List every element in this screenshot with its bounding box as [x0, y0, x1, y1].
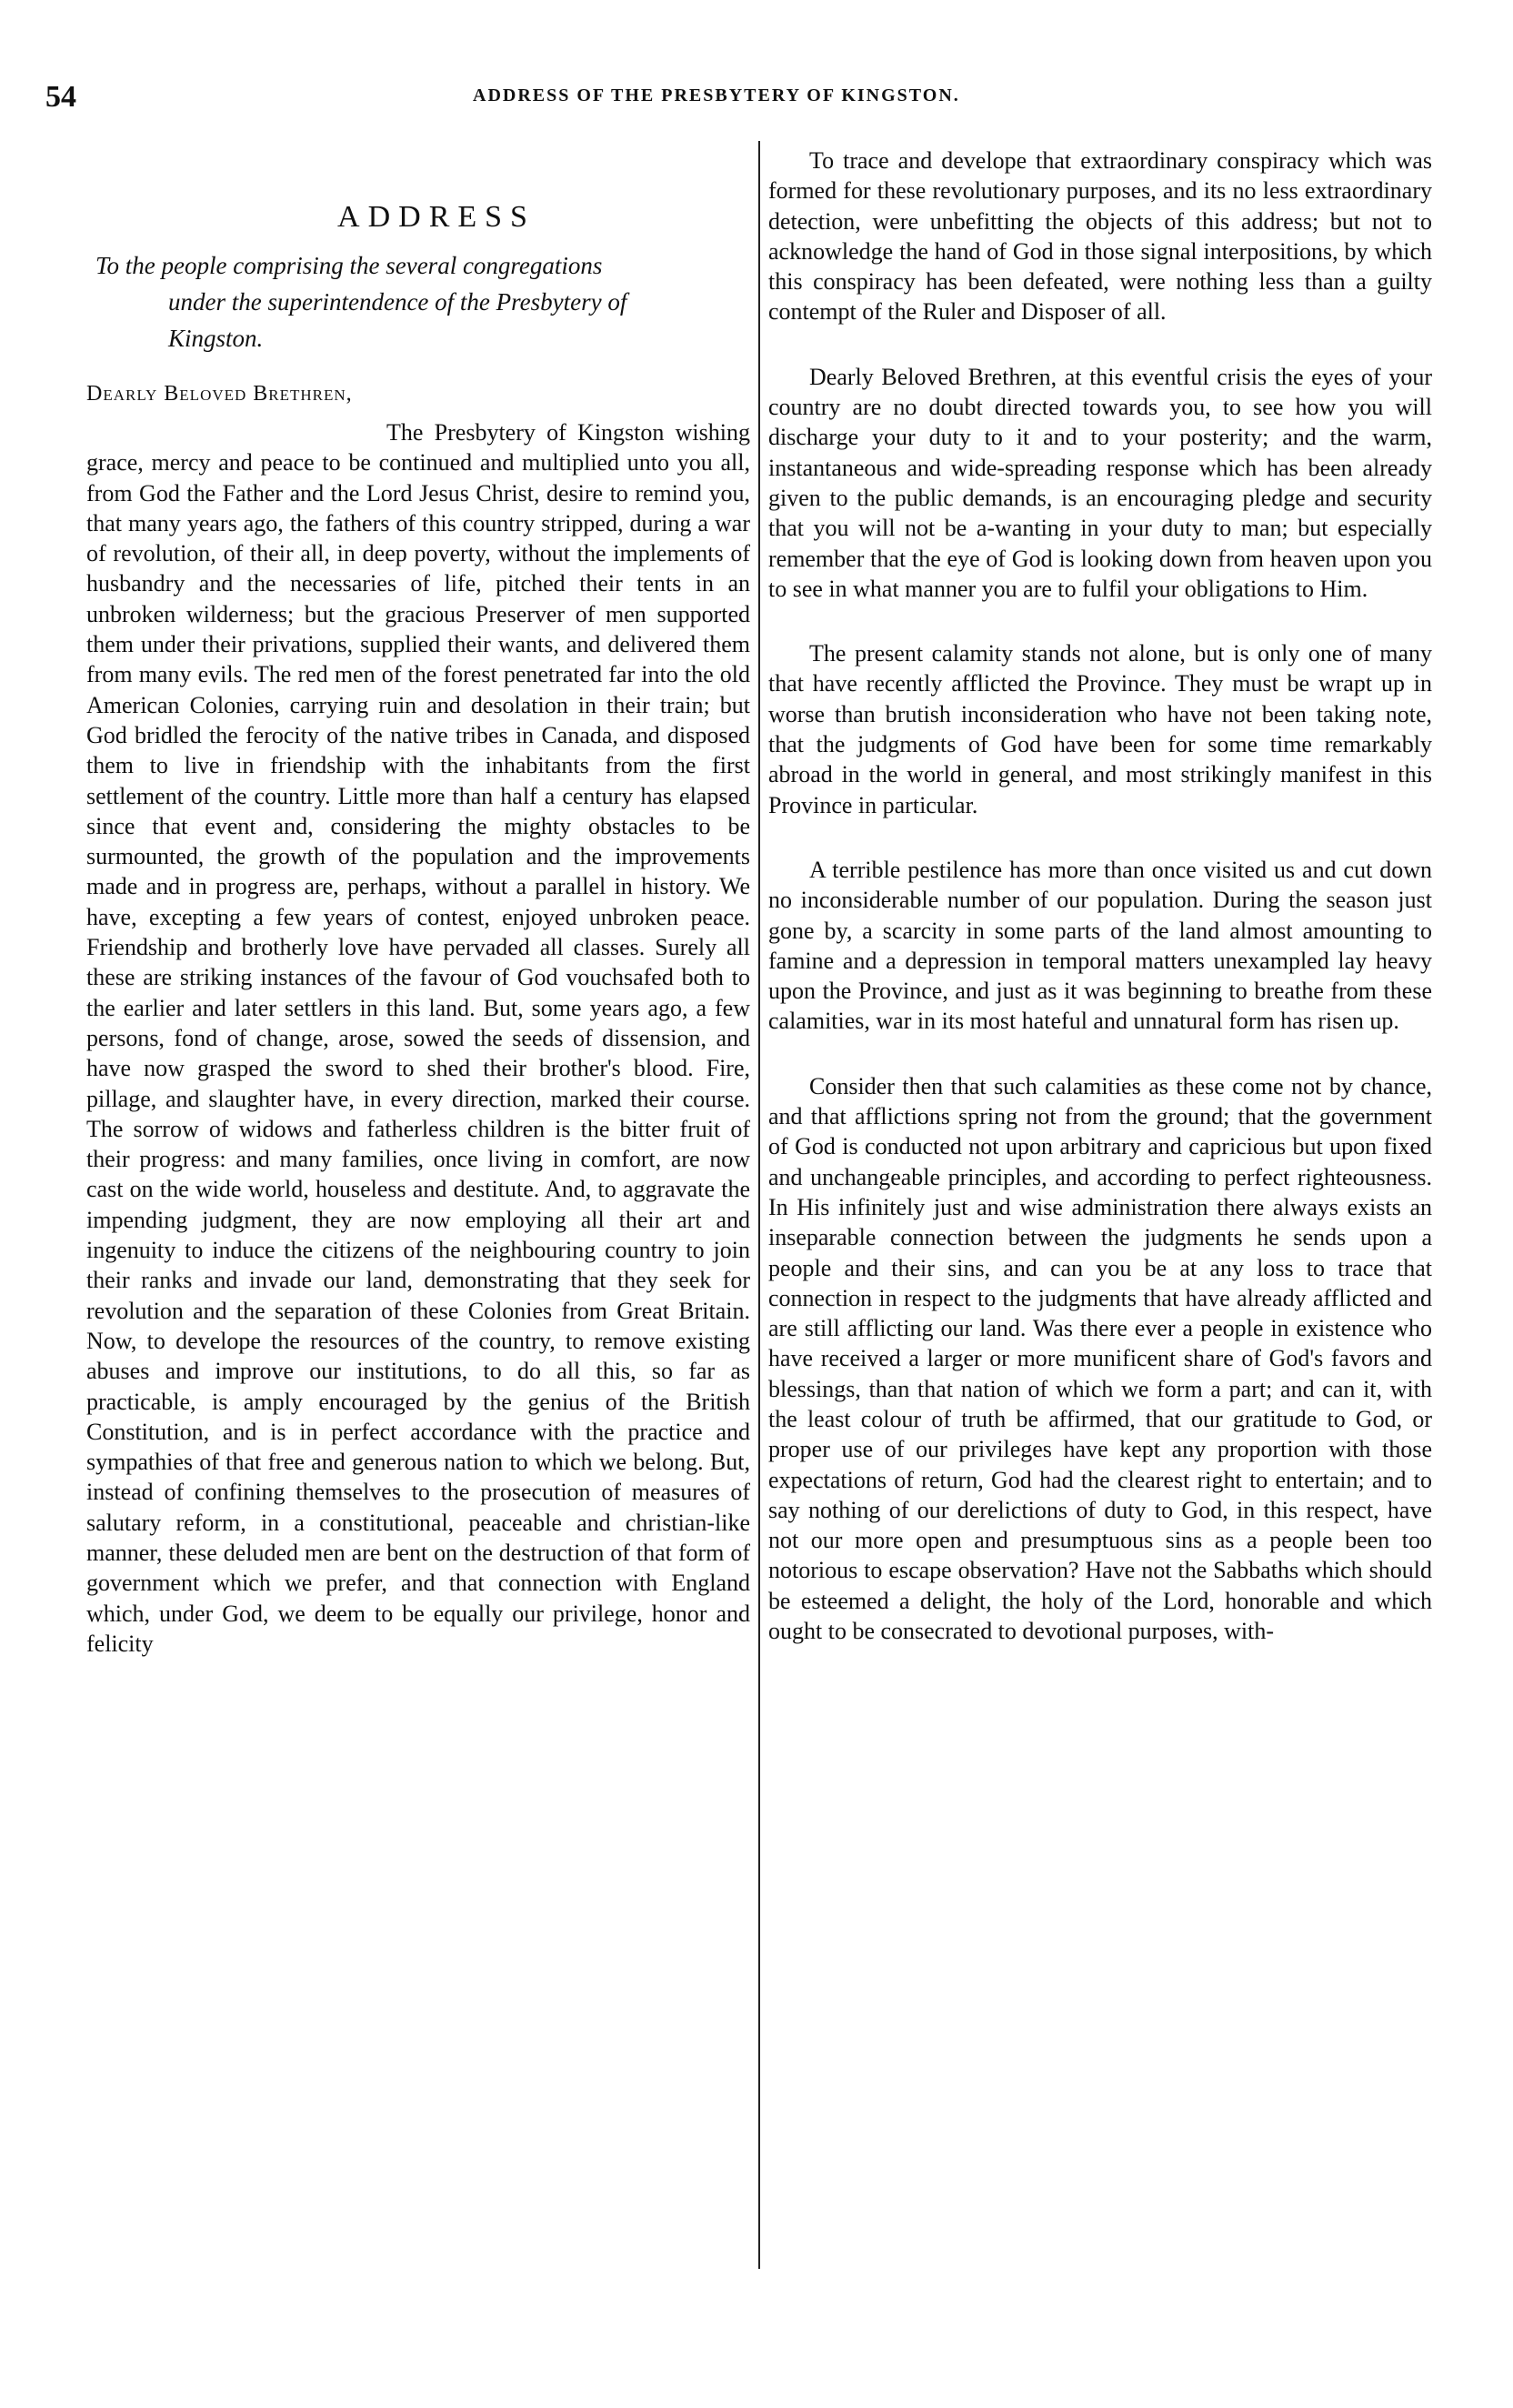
subtitle-line-2: under the superintendence of the Presbytery of: [168, 288, 627, 316]
running-head-title: ADDRESS OF THE PRESBYTERY OF KINGSTON.: [473, 85, 960, 105]
page-number: 54: [45, 80, 76, 114]
salutation: Dearly Beloved Brethren,: [86, 382, 353, 406]
subtitle-line-3: Kingston.: [168, 325, 264, 352]
body-paragraph-5: Consider then that such calamities as these come not by chance, and that afflictions spring not from the ground; that the government of God is conducted not upon arbitrary and capricious but upon fixed and unchangeable principles, and according to perfect righteousness. In His infinitely just and wise administration there always exists an inseparable connection between the judgments he sends upon a people and their sins, and can you be at any loss to trace that connection in respect to the judgments that have already afflicted and are still afflicting our land. Was there ever a people in existence who have received a larger or more munificent share of God's favors and blessings, than that nation of which we form a part; and can it, with the least colour of truth be affirmed, that our gratitude to God, or proper use of our privileges have kept any proportion with those expectations of return, God had the clearest right to entertain; and to say nothing of our derelictions of duty to God, in this respect, have not our more open and presumptuous sins as a people been too notorious to escape observation? Have not the Sabbaths which should be esteemed a delight, the holy of the Lord, honorable and which ought to be consecrated to devotional purposes, with-: [768, 1072, 1432, 1645]
right-column: [768, 145, 1432, 1646]
body-paragraph-3: The present calamity stands not alone, but is only one of many that have recently afflicted the Province. They must be wrapt up in worse than brutish inconsideration who have not been taking note, that the judgments of God have been for some time remarkably abroad in the world in general, and most strikingly manifest in this Province in particular.: [768, 640, 1432, 818]
running-head: [45, 80, 1464, 116]
body-paragraph-1: To trace and develope that extraordinary conspiracy which was formed for these revolutionary purposes, and its no less extraordinary detection, were unbefitting the objects of this address; but not to acknowledge the hand of God in those signal interpositions, by which this conspiracy has been defeated, were nothing less than a guilty contempt of the Ruler and Disposer of all.: [768, 147, 1432, 326]
address-heading: ADDRESS: [337, 200, 536, 234]
body-paragraph: The Presbytery of Kingston wishing grace, mercy and peace to be continued and multiplied unto you all, from God the Father and the Lord Jesus Christ, desire to remind you, that many years ago, the fathers of this country stripped, during a war of revolution, of their all, in deep poverty, without the implements of husbandry and the necessaries of life, pitched their tents in an unbroken wilderness; but the gracious Preserver of men supported them under their privations, supplied their wants, and delivered them from many evils. The red men of the forest penetrated far into the old American Colonies, carrying ruin and desolation in their train; but God bridled the ferocity of the native tribes in Canada, and disposed them to live in friendship with the inhabitants from the first settlement of the country. Little more than half a century has elapsed since that event and, considering the mighty obstacles to be surmounted, the growth of the population and the improvements made and in progress are, perhaps, without a parallel in history. We have, excepting a few years of contest, enjoyed unbroken peace. Friendship and brotherly love have pervaded all classes. Surely all these are striking instances of the favour of God vouchsafed both to the earlier and later settlers in this land. But, some years ago, a few persons, fond of change, arose, sowed the seeds of dissension, and have now grasped the sword to shed their brother's blood. Fire, pillage, and slaughter have, in every direction, marked their course. The sorrow of widows and fatherless children is the bitter fruit of their progress: and many families, once living in comfort, are now cast on the wide world, houseless and destitute. And, to aggravate the impending judgment, they are now employing all their art and ingenuity to induce the citizens of the neighbouring country to join their ranks and invade our land, demonstrating that they seek for revolution and the separation of these Colonies from Great Britain. Now, to develope the resources of the country, to remove existing abuses and improve our institutions, to do all this, so far as practicable, is amply encouraged by the genius of the British Constitution, and is in perfect accordance with the practice and sympathies of that free and generous nation to which we belong. But, instead of confining themselves to the prosecution of measures of salutary reform, in a constitutional, peaceable and christian-like manner, these deluded men are bent on the destruction of that form of government which we prefer, and that connection with England which, under God, we deem to be equally our privilege, honor and felicity: [86, 419, 750, 1657]
body-paragraph-4: A terrible pestilence has more than once visited us and cut down no inconsiderable number of our population. During the season just gone by, a scarcity in some parts of the land almost amounting to famine and a depression in temporal matters unexampled lay heavy upon the Province, and just as it was beginning to breathe from these calamities, war in its most hateful and unnatural form has risen up.: [768, 856, 1432, 1035]
left-column: [86, 145, 750, 1659]
column-divider: [758, 141, 760, 2269]
body-paragraph-2: Dearly Beloved Brethren, at this eventful crisis the eyes of your country are no doubt directed towards you, to see how you will discharge your duty to it and to your posterity; and the warm, instantaneous and wide-spreading response which has been already given to the public demands, is an encouraging pledge and security that you will not be a-wanting in your duty to man; but especially remember that the eye of God is looking down from heaven upon you to see in what manner you are to fulfil your obligations to Him.: [768, 363, 1432, 602]
subtitle-line-1: To the people comprising the several congregations: [95, 252, 603, 279]
address-subtitle: [86, 247, 750, 356]
